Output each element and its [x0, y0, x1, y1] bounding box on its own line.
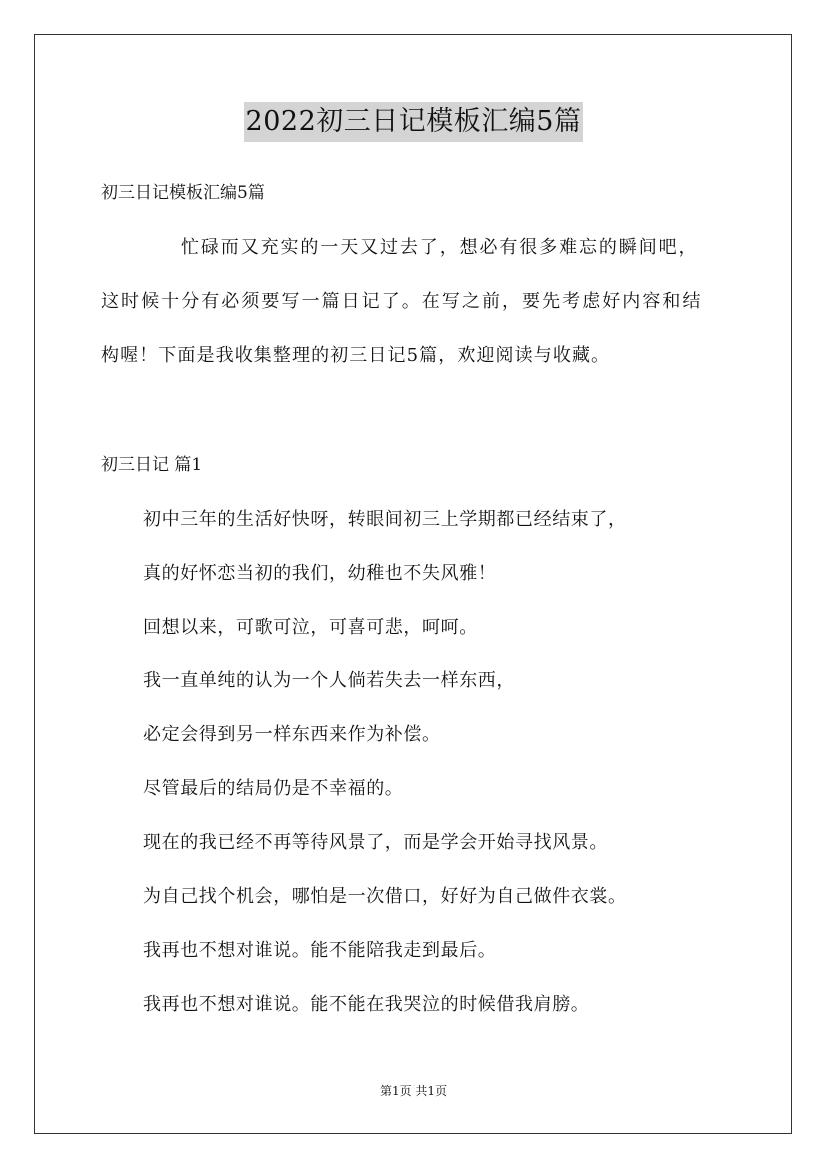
body-line-5: 必定会得到另一样东西来作为补偿。: [143, 724, 441, 745]
body-line-2: 真的好怀恋当初的我们，幼稚也不失风雅！: [143, 563, 497, 584]
document-subtitle: 初三日记模板汇编5篇: [101, 183, 265, 203]
body-line-4: 我一直单纯的认为一个人倘若失去一样东西，: [143, 670, 515, 691]
body-line-7: 现在的我已经不再等待风景了，而是学会开始寻找风景。: [143, 832, 608, 853]
body-line-6: 尽管最后的结局仍是不幸福的。: [143, 778, 404, 799]
intro-line-3: 构喔！下面是我收集整理的初三日记5篇，欢迎阅读与收藏。: [101, 345, 611, 366]
document-title: 2022初三日记模板汇编5篇: [244, 102, 584, 142]
intro-line-1: 忙碌而又充实的一天又过去了，想必有很多难忘的瞬间吧，: [181, 237, 699, 258]
title-container: [0, 102, 827, 142]
intro-line-2: 这时候十分有必须要写一篇日记了。在写之前，要先考虑好内容和结: [101, 291, 703, 312]
body-line-3: 回想以来，可歌可泣，可喜可悲，呵呵。: [143, 617, 478, 638]
page-footer: 第1页 共1页: [379, 1084, 448, 1098]
body-line-8: 为自己找个机会，哪怕是一次借口，好好为自己做件衣裳。: [143, 886, 627, 907]
body-line-10: 我再也不想对谁说。能不能在我哭泣的时候借我肩膀。: [143, 994, 590, 1015]
body-line-9: 我再也不想对谁说。能不能陪我走到最后。: [143, 940, 497, 961]
section-heading: 初三日记 篇1: [101, 455, 203, 475]
body-line-1: 初中三年的生活好快呀，转眼间初三上学期都已经结束了，: [143, 509, 627, 530]
